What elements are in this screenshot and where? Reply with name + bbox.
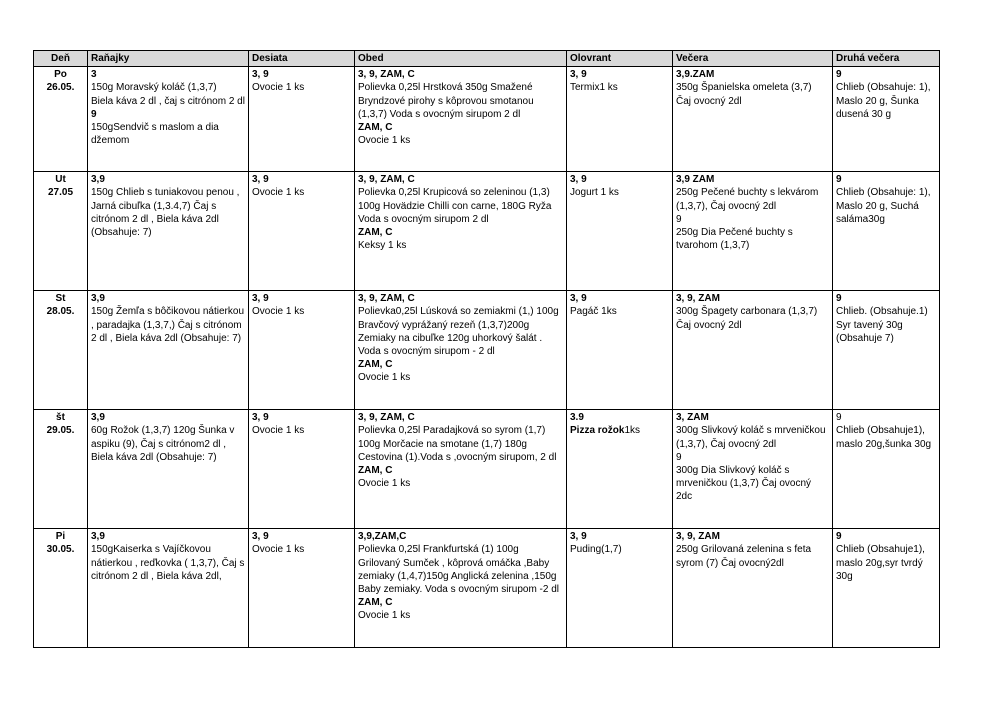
- table-row: [34, 291, 940, 410]
- day-cell: [34, 529, 88, 648]
- allergen-code: 3, 9: [252, 69, 269, 81]
- header-dinner: Večera: [673, 51, 833, 67]
- allergen-code: 3,9: [91, 412, 105, 424]
- menu-item-text: Chlieb (Obsahuje: 1), Maslo 20 g, Šunka dusená 30 g: [836, 82, 931, 120]
- menu-item-text: Polievka 0,25l Krupicová so zeleninou (1,3) 100g Hovädzie Chilli con carne, 180G Ryža Voda s ovocným sirupom 2 dl: [358, 187, 552, 225]
- menu-item-text: 250g Pečené buchty s lekvárom (1,3,7), Čaj ovocný 2dl: [676, 187, 819, 212]
- day-date: 29.05.: [46, 425, 75, 437]
- table-row: [34, 529, 940, 648]
- allergen-code: 3, 9, ZAM: [676, 531, 720, 543]
- table-body: [34, 67, 940, 648]
- menu-item-text: Keksy 1 ks: [358, 240, 407, 252]
- allergen-code: 3,9: [91, 531, 105, 543]
- lunch-cell: [355, 291, 567, 410]
- lunch-cell: [355, 529, 567, 648]
- header-snack: Desiata: [249, 51, 355, 67]
- allergen-code: 3, 9, ZAM, C: [358, 69, 415, 81]
- menu-item-text: Jogurt 1 ks: [570, 187, 619, 199]
- snack-cell: [249, 67, 355, 172]
- breakfast-cell: [88, 529, 249, 648]
- lunch-cell: [355, 410, 567, 529]
- breakfast-cell: [88, 291, 249, 410]
- menu-item-text: Ovocie 1 ks: [252, 425, 305, 437]
- menu-item-text: 150gSendvič s maslom a dia džemom: [91, 122, 219, 147]
- lunch-cell: [355, 172, 567, 291]
- dinner-cell: [673, 172, 833, 291]
- menu-item-text: Pagáč 1ks: [570, 306, 617, 318]
- day-date: 27.05: [47, 187, 74, 199]
- breakfast-cell: [88, 410, 249, 529]
- day-cell: [34, 410, 88, 529]
- day-cell: [34, 67, 88, 172]
- allergen-code: 3, 9, ZAM, C: [358, 293, 415, 305]
- dinner-cell: [673, 410, 833, 529]
- menu-item-text: 60g Rožok (1,3,7) 120g Šunka v aspiku (9), Čaj s citrónom2 dl , Biela káva 2dl (Obsahuje: 7): [91, 425, 235, 463]
- menu-item-text: 300g Špagety carbonara (1,3,7) Čaj ovocný 2dl: [676, 306, 818, 331]
- day-name: Po: [54, 69, 67, 81]
- snack-cell: [249, 529, 355, 648]
- menu-item-text: Polievka0,25l Lúsková so zemiakmi (1,) 100g Bravčový vyprážaný rezeň (1,3,7)200g Zemiaky na cibuľke 120g uhorkový šalát . Voda s ovocným sirupom - 2 dl: [358, 306, 559, 358]
- second-dinner-cell: [833, 172, 940, 291]
- header-breakfast: Raňajky: [88, 51, 249, 67]
- menu-item-text: 350g Španielska omeleta (3,7) Čaj ovocný 2dl: [676, 82, 812, 107]
- header-afternoon-snack: Olovrant: [567, 51, 673, 67]
- dinner-cell: [673, 529, 833, 648]
- menu-item-text: 300g Dia Slivkový koláč s mrveničkou (1,3,7) Čaj ovocný 2dc: [676, 465, 812, 503]
- day-date: 26.05.: [46, 82, 75, 94]
- allergen-code: 3,9 ZAM: [676, 174, 715, 186]
- day-date: 28.05.: [46, 306, 75, 318]
- menu-item-text: 9: [836, 412, 842, 424]
- allergen-code: ZAM, C: [358, 122, 393, 134]
- meal-plan-table: [33, 50, 940, 648]
- allergen-code: 3, 9: [570, 531, 587, 543]
- menu-item-text: 250g Grilovaná zelenina s feta syrom (7) Čaj ovocný2dl: [676, 544, 812, 569]
- allergen-code: ZAM, C: [358, 597, 393, 609]
- dinner-cell: [673, 67, 833, 172]
- lunch-cell: [355, 67, 567, 172]
- header-lunch: Obed: [355, 51, 567, 67]
- header-day: Deň: [34, 51, 88, 67]
- allergen-code: 3, 9: [252, 531, 269, 543]
- snack-cell: [249, 172, 355, 291]
- menu-item-text: 150g Žemľa s bôčikovou nátierkou , paradajka (1,3,7,) Čaj s citrónom 2 dl , Biela káva 2dl (Obsahuje: 7): [91, 306, 245, 344]
- afternoon-snack-cell: [567, 410, 673, 529]
- header-second-dinner: Druhá večera: [833, 51, 940, 67]
- allergen-code: 9: [836, 69, 842, 81]
- menu-item-text: Ovocie 1 ks: [358, 372, 411, 384]
- day-date: 30.05.: [46, 544, 75, 556]
- menu-item-text: Ovocie 1 ks: [252, 306, 305, 318]
- menu-item-text: Chlieb (Obsahuje1), maslo 20g,syr tvrdý 30g: [836, 544, 925, 582]
- allergen-code: 3: [91, 69, 97, 81]
- allergen-code: ZAM, C: [358, 359, 393, 371]
- table-row: [34, 410, 940, 529]
- menu-item-text: Ovocie 1 ks: [252, 187, 305, 199]
- header-row: [34, 51, 940, 67]
- day-cell: [34, 291, 88, 410]
- day-name: St: [55, 293, 66, 305]
- allergen-code: 3, 9: [570, 174, 587, 186]
- menu-item-text: Ovocie 1 ks: [252, 82, 305, 94]
- allergen-code: ZAM, C: [358, 465, 393, 477]
- menu-item-text: Biela káva 2 dl , čaj s citrónom 2 dl: [91, 95, 245, 107]
- second-dinner-cell: [833, 67, 940, 172]
- menu-item-text: Chlieb (Obsahuje: 1), Maslo 20 g, Suchá saláma30g: [836, 187, 931, 225]
- menu-item-text: 150g Moravský koláč (1,3,7): [91, 82, 217, 94]
- second-dinner-cell: [833, 410, 940, 529]
- afternoon-snack-cell: [567, 172, 673, 291]
- allergen-code: 3, 9: [252, 412, 269, 424]
- allergen-code: 3,9: [91, 293, 105, 305]
- allergen-code: 3, 9: [252, 293, 269, 305]
- menu-item-text: Polievka 0,25l Paradajková so syrom (1,7) 100g Morčacie na smotane (1,7) 180g Cestovina (1).Voda s ,ovocným sirupom, 2 dl: [358, 425, 557, 463]
- menu-item-text: 9: [676, 213, 682, 225]
- menu-item-text: Chlieb (Obsahuje1), maslo 20g,šunka 30g: [836, 425, 932, 450]
- menu-item-text: Ovocie 1 ks: [252, 544, 305, 556]
- allergen-code: 3, 9: [570, 293, 587, 305]
- menu-item-text: Ovocie 1 ks: [358, 478, 411, 490]
- menu-item-text: Pizza rožok1ks: [570, 425, 641, 437]
- allergen-code: 3, ZAM: [676, 412, 709, 424]
- allergen-code: 3, 9, ZAM, C: [358, 174, 415, 186]
- menu-item-text: Polievka 0,25l Hrstková 350g Smažené Bryndzové pirohy s kôprovou smotanou (1,3,7) Voda s ovocným sirupom 2 dl: [358, 82, 534, 120]
- menu-item-text: Ovocie 1 ks: [358, 135, 411, 147]
- allergen-code: 9: [836, 174, 842, 186]
- allergen-code: 9: [91, 108, 97, 120]
- day-cell: [34, 172, 88, 291]
- menu-item-text: Termix1 ks: [570, 82, 618, 94]
- menu-item-text: 150gKaiserka s Vajíčkovou nátierkou , reďkovka ( 1,3,7), Čaj s citrónom 2 dl , Biela káva 2dl,: [91, 544, 245, 582]
- snack-cell: [249, 410, 355, 529]
- allergen-code: 3, 9: [570, 69, 587, 81]
- menu-item-text: Chlieb. (Obsahuje.1) Syr tavený 30g (Obsahuje 7): [836, 306, 928, 344]
- breakfast-cell: [88, 172, 249, 291]
- menu-item-text: Ovocie 1 ks: [358, 610, 411, 622]
- day-name: Pi: [55, 531, 66, 543]
- second-dinner-cell: [833, 529, 940, 648]
- menu-item-text: 9: [676, 451, 682, 463]
- afternoon-snack-cell: [567, 291, 673, 410]
- table-row: [34, 67, 940, 172]
- allergen-code: 3, 9, ZAM, C: [358, 412, 415, 424]
- allergen-code: 3,9.ZAM: [676, 69, 715, 81]
- allergen-code: 9: [836, 293, 842, 305]
- dinner-cell: [673, 291, 833, 410]
- menu-item-text: Polievka 0,25l Frankfurtská (1) 100g Grilovaný Sumček , kôprová omáčka ,Baby zemiaky (1,4,7)150g Anglická zelenina ,150g Baby zemiaky. Voda s ovocným sirupom -2 dl: [358, 544, 560, 596]
- allergen-code: 3.9: [570, 412, 584, 424]
- allergen-code: 3,9,ZAM,C: [358, 531, 407, 543]
- menu-item-text: 300g Slivkový koláč s mrveničkou (1,3,7), Čaj ovocný 2dl: [676, 425, 826, 450]
- breakfast-cell: [88, 67, 249, 172]
- snack-cell: [249, 291, 355, 410]
- menu-item-text: 150g Chlieb s tuniakovou penou , Jarná cibuľka (1,3.4,7) Čaj s citrónom 2 dl , Biela káva 2dl (Obsahuje: 7): [91, 187, 240, 239]
- table-row: [34, 172, 940, 291]
- day-name: Ut: [55, 174, 66, 186]
- allergen-code: 9: [836, 531, 842, 543]
- day-name: št: [56, 412, 65, 424]
- menu-item-text: 250g Dia Pečené buchty s tvarohom (1,3,7): [676, 227, 793, 252]
- afternoon-snack-cell: [567, 529, 673, 648]
- afternoon-snack-cell: [567, 67, 673, 172]
- allergen-code: 3, 9: [252, 174, 269, 186]
- allergen-code: 3,9: [91, 174, 105, 186]
- menu-item-text: Puding(1,7): [570, 544, 622, 556]
- allergen-code: 3, 9, ZAM: [676, 293, 720, 305]
- second-dinner-cell: [833, 291, 940, 410]
- allergen-code: ZAM, C: [358, 227, 393, 239]
